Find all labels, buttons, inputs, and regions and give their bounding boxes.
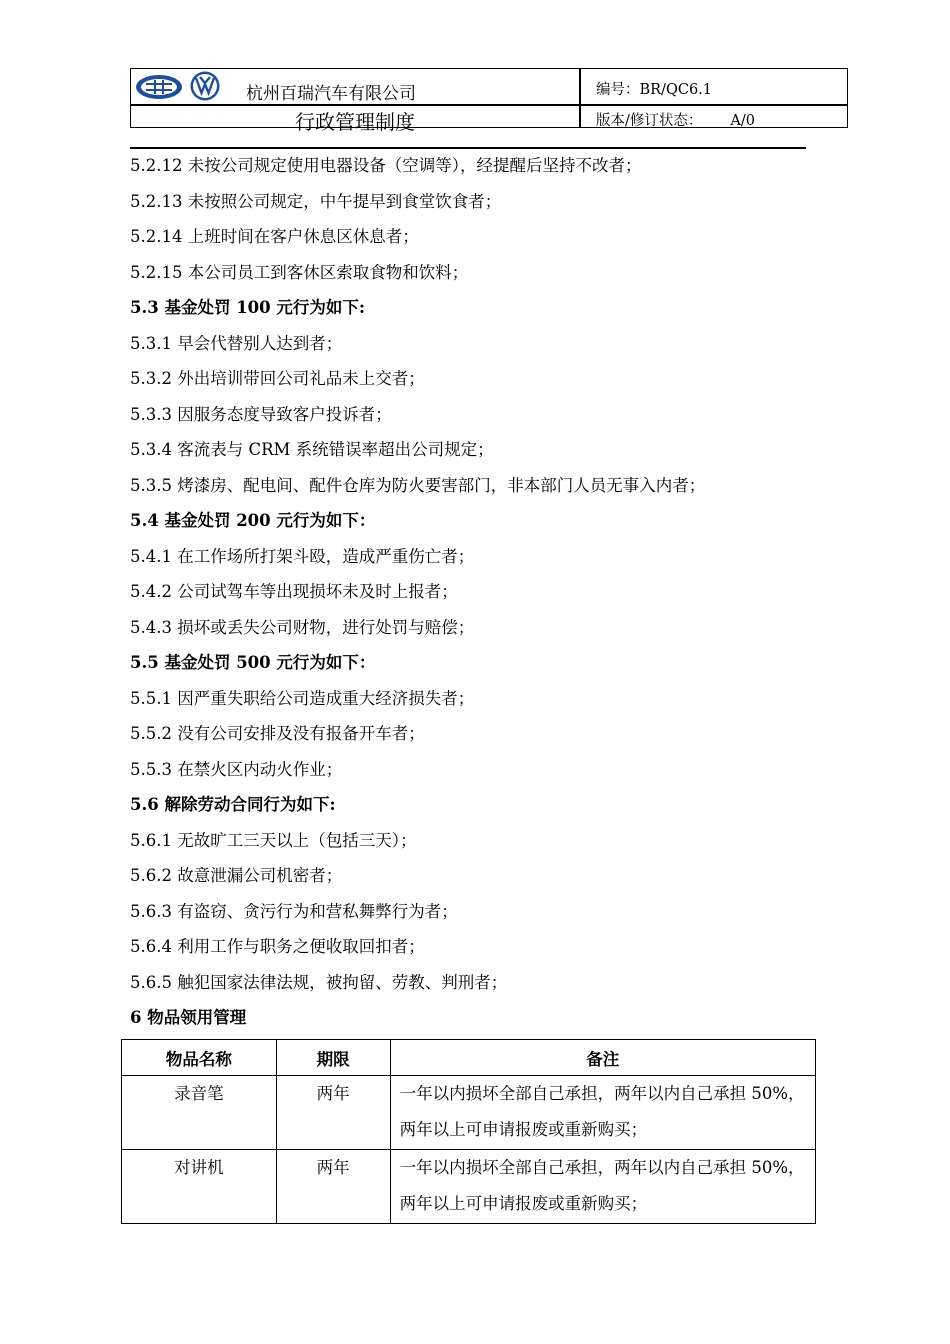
cell-note: 一年以内损坏全部自己承担，两年以内自己承担 50%，两年以上可申请报废或重新购买； [390,1150,815,1224]
clause-line: 5.4.2 公司试驾车等出现损坏未及时上报者； [130,582,458,601]
clause-line: 5.3.3 因服务态度导致客户投诉者； [130,404,392,424]
document-body [130,148,830,1036]
items-table [121,1039,816,1224]
clause-line: 5.2.15 本公司员工到客休区索取食物和饮料； [130,262,469,282]
cell-period: 两年 [276,1150,390,1224]
faw-logo-icon [134,72,184,102]
clause-line: 5.3.1 早会代替别人达到者； [130,333,343,353]
header-divider-vertical [579,69,581,127]
cell-note: 一年以内损坏全部自己承担，两年以内自己承担 50%，两年以上可申请报废或重新购买； [390,1076,815,1150]
document-title: 行政管理制度 [295,110,415,134]
clause-line: 5.4.1 在工作场所打架斗殴，造成严重伤亡者； [130,546,475,566]
clause-line: 5.6.3 有盗窃、贪污行为和营私舞弊行为者； [130,901,458,921]
company-name: 杭州百瑞汽车有限公司 [246,84,416,104]
version-label: 版本/修订状态： [596,113,703,129]
clause-line: 5.3.5 烤漆房、配电间、配件仓库为防火要害部门，非本部门人员无事入内者； [130,475,706,495]
clause-line: 5.5.3 在禁火区内动火作业； [130,759,343,779]
header-divider-horizontal [131,104,847,106]
clause-line: 5.5.1 因严重失职给公司造成重大经济损失者； [130,688,475,708]
clause-line: 5.6.5 触犯国家法律法规，被拘留、劳教、判刑者； [130,972,508,992]
cell-period: 两年 [276,1076,390,1150]
table-header-row [122,1040,816,1076]
clause-line: 5.6.1 无故旷工三天以上（包括三天）； [130,830,417,850]
document-code: 编号：BR/QC6.1 [596,82,712,98]
vw-logo-icon [189,70,221,102]
section-heading: 5.3 基金处罚 100 元行为如下: [130,298,365,317]
section-heading: 5.4 基金处罚 200 元行为如下： [130,511,376,530]
table-row [122,1150,816,1224]
header-item-name: 物品名称 [122,1040,277,1076]
document-header [130,68,848,134]
cell-item-name: 录音笔 [122,1076,277,1150]
table-row [122,1076,816,1150]
section-heading: 5.5 基金处罚 500 元行为如下： [130,653,376,672]
clause-line: 5.6.4 利用工作与职务之便收取回扣者； [130,937,425,956]
clause-line: 5.3.2 外出培训带回公司礼品未上交者； [130,369,425,388]
clause-line: 5.5.2 没有公司安排及没有报备开车者； [130,724,425,743]
header-period: 期限 [276,1040,390,1076]
clause-line: 5.6.2 故意泄漏公司机密者； [130,866,343,885]
clause-line: 5.2.12 未按公司规定使用电器设备（空调等），经提醒后坚持不改者； [130,156,642,175]
clause-line: 5.3.4 客流表与 CRM 系统错误率超出公司规定； [130,440,494,459]
section-heading: 5.6 解除劳动合同行为如下: [130,795,336,814]
header-note: 备注 [390,1040,815,1076]
clause-line: 5.2.14 上班时间在客户休息区休息者； [130,227,419,246]
section-heading: 6 物品领用管理 [130,1008,247,1027]
version-value: A/0 [730,113,755,129]
clause-line: 5.4.3 损坏或丢失公司财物，进行处罚与赔偿； [130,617,475,637]
clause-line: 5.2.13 未按照公司规定，中午提早到食堂饮食者； [130,191,502,211]
cell-item-name: 对讲机 [122,1150,277,1224]
version-status [596,109,755,130]
